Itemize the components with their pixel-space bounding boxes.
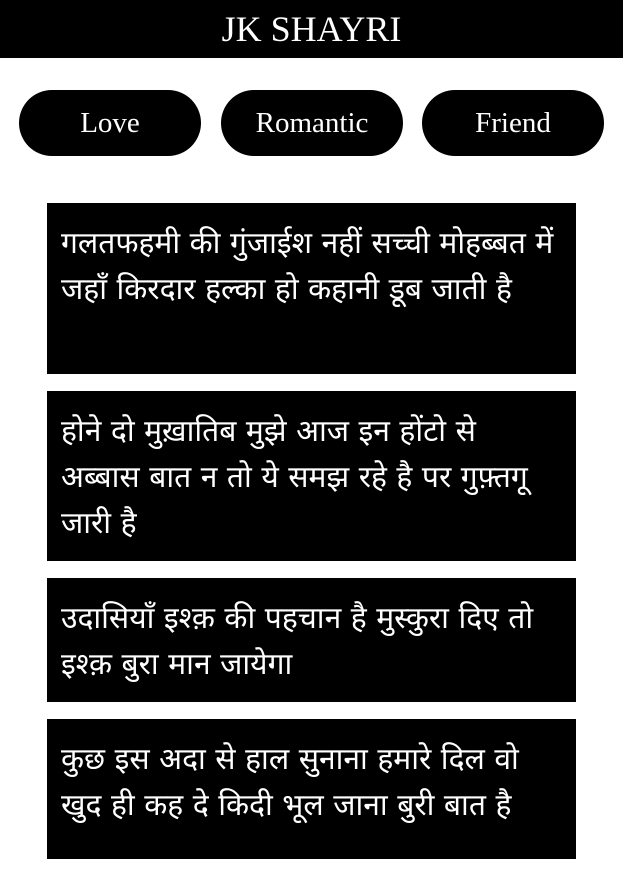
shayri-feed[interactable] — [47, 203, 576, 876]
shayri-card[interactable]: होने दो मुख़ातिब मुझे आज इन होंटो से अब्बास बात न तो ये समझ रहे है पर गुफ़्तगू जारी है — [47, 391, 576, 561]
app-title: JK SHAYRI — [221, 9, 402, 49]
tab-friend[interactable]: Friend — [422, 90, 604, 156]
category-tabs — [19, 90, 604, 156]
shayri-card[interactable]: गलतफहमी की गुंजाईश नहीं सच्ची मोहब्बत में जहाँ किरदार हल्का हो कहानी डूब जाती है — [47, 203, 576, 374]
shayri-card[interactable]: उदासियाँ इश्क़ की पहचान है मुस्कुरा दिए तो इश्क़ बुरा मान जायेगा — [47, 578, 576, 702]
tab-romantic[interactable]: Romantic — [221, 90, 403, 156]
app-bar — [0, 0, 623, 58]
tab-love[interactable]: Love — [19, 90, 201, 156]
shayri-card[interactable]: कुछ इस अदा से हाल सुनाना हमारे दिल वो खुद ही कह दे किदी भूल जाना बुरी बात है — [47, 719, 576, 859]
